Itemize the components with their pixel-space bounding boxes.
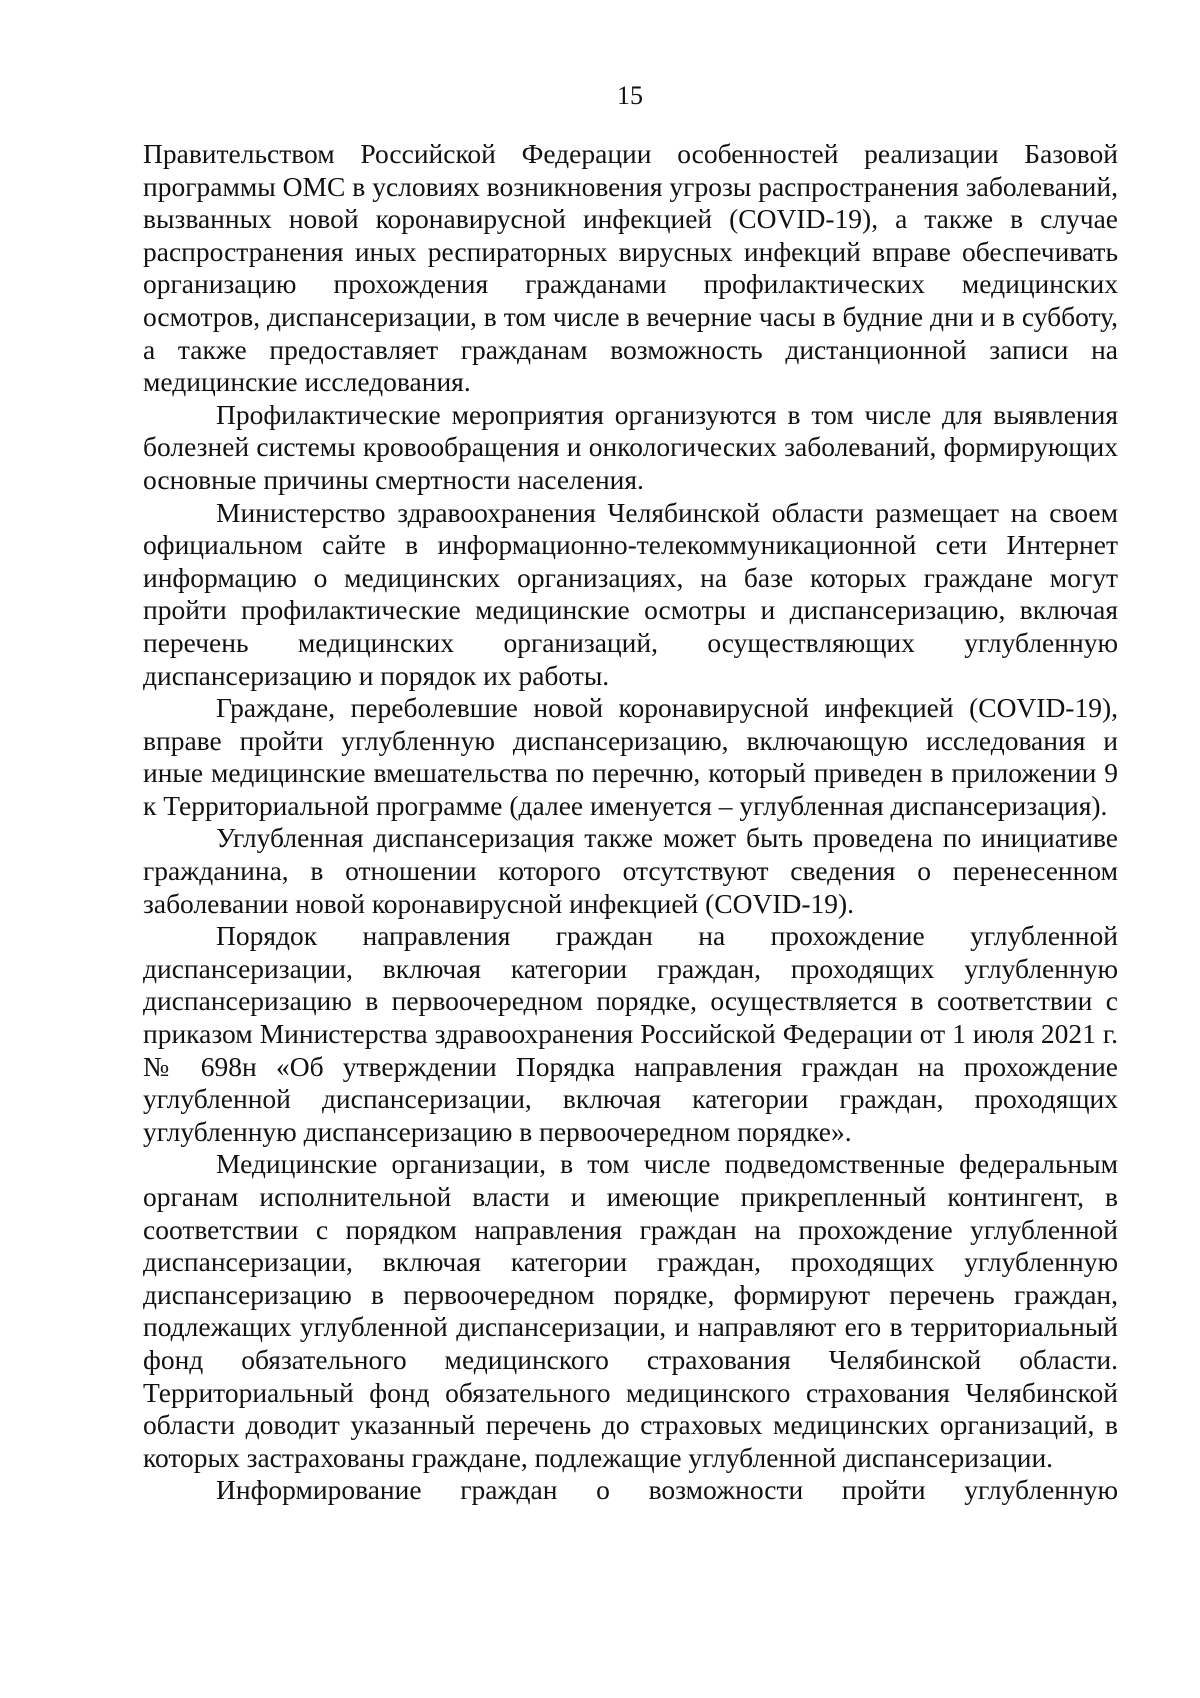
paragraph-medical-organizations: Медицинские организации, в том числе подведомственные федеральным органам исполнительной власти и имеющие прикрепленный контингент, в соответствии с порядком направления граждан на прохождение углубленной диспансеризации, включая категории граждан, проходящих углубленную диспансеризацию в первоочередном порядке, формируют перечень граждан, подлежащих углубленной диспансеризации, и направляют его в территориальный фонд обязательного медицинского страхования Челябинской области. Территориальный фонд обязательного медицинского страхования Челябинской области доводит указанный перечень до страховых медицинских организаций, в которых застрахованы граждане, подлежащие углубленной диспансеризации. [143,1148,1118,1473]
paragraph-covid-recovered: Граждане, переболевшие новой коронавирусной инфекцией (COVID-19), вправе пройти углубленную диспансеризацию, включающую исследования и иные медицинские вмешательства по перечню, который приведен в приложении 9 к Территориальной программе (далее именуется – углубленная диспансеризация). [143,692,1118,821]
paragraph-informing-citizens: Информирование граждан о возможности пройти углубленную [216,1474,1118,1506]
document-body [143,138,1118,1507]
paragraph-citizen-initiative: Углубленная диспансеризация также может быть проведена по инициативе гражданина, в отношении которого отсутствуют сведения о перенесенном заболевании новой коронавирусной инфекцией (COVID-19). [143,822,1118,919]
paragraph-preventive-measures: Профилактические мероприятия организуются в том числе для выявления болезней системы кровообращения и онкологических заболеваний, формирующих основные причины смертности населения. [143,398,1118,495]
page-number: 15 [617,81,643,110]
paragraph-continuation: Правительством Российской Федерации особенностей реализации Базовой программы ОМС в условиях возникновения угрозы распространения заболеваний, вызванных новой коронавирусной инфекцией (COVID-19), а также в случае распространения иных респираторных вирусных инфекций вправе обеспечивать организацию прохождения гражданами профилактических медицинских осмотров, диспансеризации, в том числе в вечерние часы в будние дни и в субботу, а также предоставляет гражданам возможность дистанционной записи на медицинские исследования. [143,138,1118,398]
paragraph-ministry-website: Министерство здравоохранения Челябинской области размещает на своем официальном сайте в информационно-телекоммуникационной сети Интернет информацию о медицинских организациях, на базе которых граждане могут пройти профилактические медицинские осмотры и диспансеризацию, включая перечень медицинских организаций, осуществляющих углубленную диспансеризацию и порядок их работы. [143,496,1118,691]
paragraph-referral-order: Порядок направления граждан на прохождение углубленной диспансеризации, включая категории граждан, проходящих углубленную диспансеризацию в первоочередном порядке, осуществляется в соответствии с приказом Министерства здравоохранения Российской Федерации от 1 июля 2021 г. № 698н «Об утверждении Порядка направления граждан на прохождение углубленной диспансеризации, включая категории граждан, проходящих углубленную диспансеризацию в первоочередном порядке». [143,920,1118,1147]
